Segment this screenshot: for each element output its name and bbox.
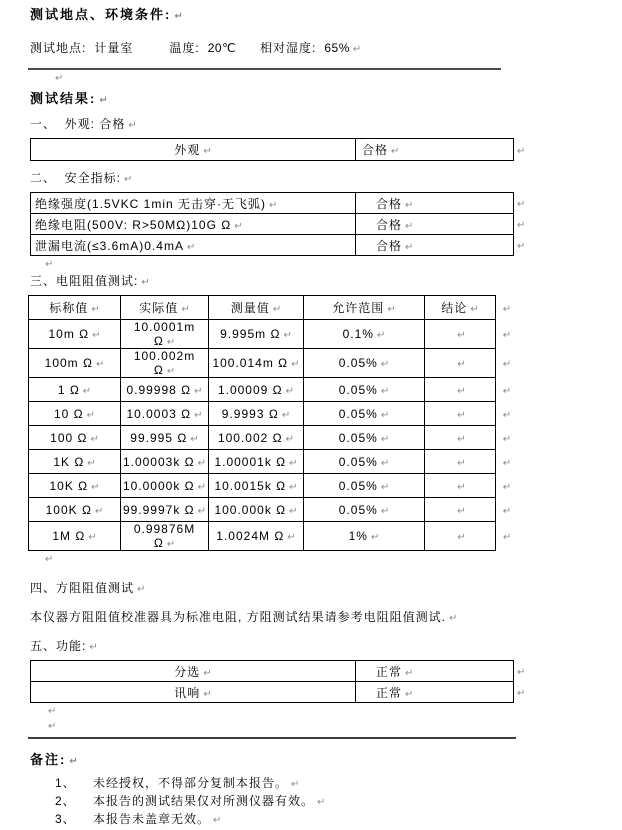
remark-text: 未经授权，不得部分复制本报告。 ↵ <box>93 776 300 790</box>
paragraph-mark: ↵ <box>203 667 212 679</box>
appearance-row <box>31 139 534 161</box>
paragraph-mark: ↵ <box>317 797 326 808</box>
resistance-row <box>29 402 516 426</box>
paragraph-mark: ↵ <box>137 584 146 595</box>
resistance-cell: 1.00003k Ω ↵ <box>121 450 209 474</box>
resistance-row <box>29 450 516 474</box>
safety-cell: 泄漏电流(≤3.6mA)0.4mA ↵ <box>31 235 356 256</box>
paragraph-mark: ↵ <box>272 304 282 315</box>
heading-appearance: 一、 外观: 合格 ↵ <box>30 117 137 131</box>
resistance-cell: 1M Ω ↵ <box>29 522 121 551</box>
paragraph-mark: ↵ <box>502 330 512 341</box>
paragraph-mark: ↵ <box>380 409 390 421</box>
paragraph-mark: ↵ <box>82 385 92 397</box>
resistance-cell: 9.995m Ω ↵ <box>209 320 304 349</box>
paragraph-mark: ↵ <box>283 330 292 341</box>
paragraph-mark-cell <box>496 378 516 402</box>
resistance-header-cell: 结论 ↵ <box>425 296 496 320</box>
location-value: 计量室 <box>94 41 134 55</box>
paragraph-mark: ↵ <box>213 815 222 826</box>
temperature-label: 温度: <box>169 41 200 55</box>
paragraph-mark: ↵ <box>89 642 98 653</box>
resistance-row <box>29 498 516 522</box>
paragraph-mark: ↵ <box>457 330 466 341</box>
function-row <box>31 682 534 703</box>
resistance-cell: 1 Ω ↵ <box>29 378 121 402</box>
resistance-cell: 1.00009 Ω ↵ <box>209 378 304 402</box>
humidity-value: 65% ↵ <box>324 41 362 55</box>
resistance-cell: 100.002 Ω ↵ <box>209 426 304 450</box>
paragraph-mark: ↵ <box>285 385 295 397</box>
resistance-cell: 99.9997k Ω ↵ <box>121 498 209 522</box>
paragraph-mark: ↵ <box>380 359 390 370</box>
resistance-header-cell: 允许范围 ↵ <box>304 296 425 320</box>
resistance-header-cell: 测量值 ↵ <box>209 296 304 320</box>
paragraph-mark: ↵ <box>91 481 100 493</box>
resistance-cell: 0.05% ↵ <box>304 426 425 450</box>
paragraph-mark: ↵ <box>287 532 296 543</box>
remark-number: 1、 <box>55 776 76 790</box>
remark-item <box>30 792 622 810</box>
paragraph-mark: ↵ <box>197 505 207 517</box>
paragraph-mark: ↵ <box>517 241 526 252</box>
resistance-cell: 1.00001k Ω ↵ <box>209 450 304 474</box>
paragraph-mark: ↵ <box>69 756 78 767</box>
paragraph-mark: ↵ <box>405 688 414 700</box>
resistance-cell: 0.05% ↵ <box>304 402 425 426</box>
paragraph-mark: ↵ <box>470 304 479 315</box>
paragraph-mark-cell <box>496 320 516 349</box>
resistance-cell: 10.0003 Ω ↵ <box>121 402 209 426</box>
paragraph-mark: ↵ <box>166 539 176 550</box>
remark-number: 3、 <box>55 812 76 826</box>
safety-row <box>31 235 534 256</box>
paragraph-mark: ↵ <box>503 532 512 543</box>
heading-safety: 二、 安全指标: ↵ <box>30 171 133 185</box>
paragraph-mark: ↵ <box>186 241 196 253</box>
paragraph-mark-cell <box>496 498 516 522</box>
paragraph-mark: ↵ <box>502 457 512 469</box>
paragraph-mark: ↵ <box>517 220 526 231</box>
resistance-cell: 0.99876M Ω ↵ <box>121 522 209 551</box>
resistance-header-row <box>29 296 516 320</box>
paragraph-mark: ↵ <box>95 359 105 370</box>
paragraph-mark-line: ↵ <box>55 73 64 84</box>
remarks-list <box>30 774 622 828</box>
paragraph-mark: ↵ <box>194 385 203 397</box>
resistance-cell: 9.9993 Ω ↵ <box>209 402 304 426</box>
resistance-cell <box>425 498 496 522</box>
paragraph-mark: ↵ <box>90 433 99 445</box>
resistance-row <box>29 349 516 378</box>
resistance-header-cell: 实际值 ↵ <box>121 296 209 320</box>
paragraph-mark: ↵ <box>141 277 150 288</box>
safety-cell: 合格 ↵ <box>356 214 514 235</box>
paragraph-mark: ↵ <box>517 145 526 157</box>
divider-line-bottom <box>28 737 516 739</box>
paragraph-mark: ↵ <box>289 481 298 493</box>
paragraph-mark: ↵ <box>285 433 295 445</box>
temperature-value: 20℃ <box>207 41 237 55</box>
paragraph-mark-cell <box>514 235 534 256</box>
paragraph-mark: ↵ <box>502 385 512 397</box>
resistance-cell: 99.995 Ω ↵ <box>121 426 209 450</box>
remark-text: 本报告的测试结果仅对所测仪器有效。 ↵ <box>93 794 326 808</box>
safety-cell: 绝缘电阻(500V: R>50MΩ)10G Ω ↵ <box>31 214 356 235</box>
paragraph-mark: ↵ <box>405 220 414 232</box>
resistance-cell: 10.0001m Ω ↵ <box>121 320 209 349</box>
paragraph-mark: ↵ <box>87 457 96 469</box>
paragraph-mark: ↵ <box>190 433 199 445</box>
resistance-cell: 100.000k Ω ↵ <box>209 498 304 522</box>
remarks-title: 备注: ↵ <box>30 752 78 767</box>
paragraph-mark: ↵ <box>457 457 466 469</box>
safety-cell: 合格 ↵ <box>356 193 514 214</box>
paragraph-mark-line: ↵ <box>48 721 57 732</box>
paragraph-mark: ↵ <box>457 409 466 421</box>
paragraph-mark: ↵ <box>457 505 466 517</box>
paragraph-mark: ↵ <box>289 457 298 469</box>
paragraph-mark: ↵ <box>380 505 390 517</box>
paragraph-mark: ↵ <box>128 120 137 131</box>
paragraph-mark-line: ↵ <box>45 259 54 270</box>
paragraph-mark: ↵ <box>387 304 396 315</box>
resistance-table <box>28 295 516 551</box>
remark-item <box>30 774 622 792</box>
paragraph-mark: ↵ <box>166 337 176 348</box>
resistance-cell: 1% ↵ <box>304 522 425 551</box>
paragraph-mark-cell <box>496 474 516 498</box>
resistance-cell: 10.0000k Ω ↵ <box>121 474 209 498</box>
paragraph-mark: ↵ <box>517 688 526 699</box>
resistance-cell: 0.05% ↵ <box>304 349 425 378</box>
paragraph-mark: ↵ <box>281 409 291 421</box>
paragraph-mark: ↵ <box>457 359 466 370</box>
paragraph-mark: ↵ <box>517 199 526 210</box>
paragraph-mark: ↵ <box>92 330 101 341</box>
resistance-cell: 1K Ω ↵ <box>29 450 121 474</box>
resistance-cell <box>425 402 496 426</box>
paragraph-mark: ↵ <box>380 433 390 445</box>
paragraph-mark-line: ↵ <box>48 706 57 717</box>
resistance-cell <box>425 320 496 349</box>
function-cell: 正常 ↵ <box>356 661 514 682</box>
paragraph-mark: ↵ <box>203 688 212 700</box>
paragraph-mark-cell <box>496 402 516 426</box>
paragraph-mark: ↵ <box>124 174 133 185</box>
paragraph-mark: ↵ <box>376 330 386 341</box>
paragraph-mark: ↵ <box>502 409 512 421</box>
paragraph-mark: ↵ <box>194 409 203 421</box>
heading-square-resistance: 四、方阻阻值测试 ↵ <box>30 581 146 595</box>
heading-resistance: 三、电阻阻值测试: ↵ <box>30 274 150 288</box>
resistance-cell <box>425 378 496 402</box>
paragraph-mark: ↵ <box>291 359 300 370</box>
function-row <box>31 661 534 682</box>
resistance-cell <box>425 450 496 474</box>
paragraph-mark: ↵ <box>457 433 466 445</box>
paragraph-mark: ↵ <box>166 366 176 377</box>
paragraph-mark: ↵ <box>405 241 414 253</box>
resistance-cell <box>425 349 496 378</box>
paragraph-mark: ↵ <box>88 532 97 543</box>
appearance-table <box>30 138 534 161</box>
location-label: 测试地点: <box>30 41 87 55</box>
paragraph-mark: ↵ <box>181 304 190 315</box>
paragraph-mark: ↵ <box>203 146 212 157</box>
resistance-row <box>29 320 516 349</box>
remark-text: 本报告未盖章无效。 ↵ <box>93 812 222 826</box>
paragraph-mark: ↵ <box>352 44 362 55</box>
paragraph-mark: ↵ <box>502 433 512 445</box>
resistance-row <box>29 474 516 498</box>
paragraph-mark: ↵ <box>197 481 207 493</box>
paragraph-mark-cell <box>514 661 534 682</box>
function-table <box>30 660 534 703</box>
resistance-cell <box>425 474 496 498</box>
paragraph-mark: ↵ <box>517 667 526 678</box>
paragraph-mark: ↵ <box>391 146 400 157</box>
paragraph-mark: ↵ <box>380 457 390 469</box>
resistance-cell: 100.002m Ω ↵ <box>121 349 209 378</box>
paragraph-mark: ↵ <box>370 532 380 543</box>
resistance-cell: 100.014m Ω ↵ <box>209 349 304 378</box>
paragraph-mark-cell <box>496 450 516 474</box>
paragraph-mark: ↵ <box>91 304 100 315</box>
paragraph-mark: ↵ <box>457 385 466 397</box>
function-cell: 正常 ↵ <box>356 682 514 703</box>
safety-cell: 合格 ↵ <box>356 235 514 256</box>
paragraph-mark-cell <box>496 522 516 551</box>
paragraph-mark: ↵ <box>405 667 414 679</box>
paragraph-mark: ↵ <box>94 505 104 517</box>
appearance-cell: 合格 ↵ <box>356 139 514 161</box>
paragraph-mark-cell <box>496 296 516 320</box>
resistance-cell <box>425 522 496 551</box>
safety-cell: 绝缘强度(1.5VKC 1min 无击穿·无飞弧) ↵ <box>31 193 356 214</box>
square-resistance-note: 本仪器方阻阻值校准器具为标准电阻, 方阻测试结果请参考电阻阻值测试. ↵ <box>30 610 458 624</box>
function-cell: 讯响 ↵ <box>31 682 356 703</box>
paragraph-mark: ↵ <box>502 481 512 493</box>
appearance-cell: 外观 ↵ <box>31 139 356 161</box>
safety-row <box>31 214 534 235</box>
paragraph-mark: ↵ <box>502 303 512 315</box>
paragraph-mark: ↵ <box>197 457 207 469</box>
heading-function: 五、功能: ↵ <box>30 639 98 653</box>
resistance-row <box>29 378 516 402</box>
environment-line <box>30 39 622 56</box>
resistance-cell: 0.1% ↵ <box>304 320 425 349</box>
safety-row <box>31 193 534 214</box>
paragraph-mark: ↵ <box>380 481 390 493</box>
results-section-title: 测试结果: ↵ <box>30 91 108 106</box>
resistance-cell: 100K Ω ↵ <box>29 498 121 522</box>
resistance-cell: 1.0024M Ω ↵ <box>209 522 304 551</box>
paragraph-mark: ↵ <box>457 481 466 493</box>
paragraph-mark-cell <box>514 139 534 161</box>
paragraph-mark-cell <box>496 349 516 378</box>
resistance-cell: 0.05% ↵ <box>304 474 425 498</box>
paragraph-mark: ↵ <box>380 385 390 397</box>
paragraph-mark: ↵ <box>457 532 466 543</box>
paragraph-mark: ↵ <box>86 409 96 421</box>
paragraph-mark-cell <box>514 214 534 235</box>
paragraph-mark: ↵ <box>99 95 108 106</box>
resistance-cell <box>425 426 496 450</box>
resistance-cell: 10m Ω ↵ <box>29 320 121 349</box>
env-section-title: 测试地点、环境条件: ↵ <box>30 7 183 22</box>
resistance-cell: 10 Ω ↵ <box>29 402 121 426</box>
resistance-cell: 0.99998 Ω ↵ <box>121 378 209 402</box>
paragraph-mark: ↵ <box>291 779 300 790</box>
paragraph-mark-line: ↵ <box>45 554 54 565</box>
resistance-cell: 100m Ω ↵ <box>29 349 121 378</box>
paragraph-mark: ↵ <box>405 199 414 211</box>
resistance-cell: 10.0015k Ω ↵ <box>209 474 304 498</box>
resistance-cell: 0.05% ↵ <box>304 450 425 474</box>
paragraph-mark: ↵ <box>449 613 458 624</box>
resistance-row <box>29 522 516 551</box>
resistance-cell: 0.05% ↵ <box>304 498 425 522</box>
paragraph-mark: ↵ <box>502 359 512 370</box>
paragraph-mark: ↵ <box>502 505 512 517</box>
remark-number: 2、 <box>55 794 76 808</box>
humidity-label: 相对湿度: <box>260 41 317 55</box>
paragraph-mark-cell <box>496 426 516 450</box>
resistance-cell: 10K Ω ↵ <box>29 474 121 498</box>
function-cell: 分选 ↵ <box>31 661 356 682</box>
resistance-cell: 0.05% ↵ <box>304 378 425 402</box>
remark-item <box>30 810 622 828</box>
paragraph-mark: ↵ <box>174 11 183 22</box>
safety-table <box>30 192 534 256</box>
paragraph-mark: ↵ <box>269 199 278 211</box>
resistance-header-cell: 标称值 ↵ <box>29 296 121 320</box>
paragraph-mark-cell <box>514 682 534 703</box>
paragraph-mark: ↵ <box>289 505 298 517</box>
resistance-row <box>29 426 516 450</box>
resistance-cell: 100 Ω ↵ <box>29 426 121 450</box>
paragraph-mark-cell <box>514 193 534 214</box>
paragraph-mark: ↵ <box>234 220 243 232</box>
